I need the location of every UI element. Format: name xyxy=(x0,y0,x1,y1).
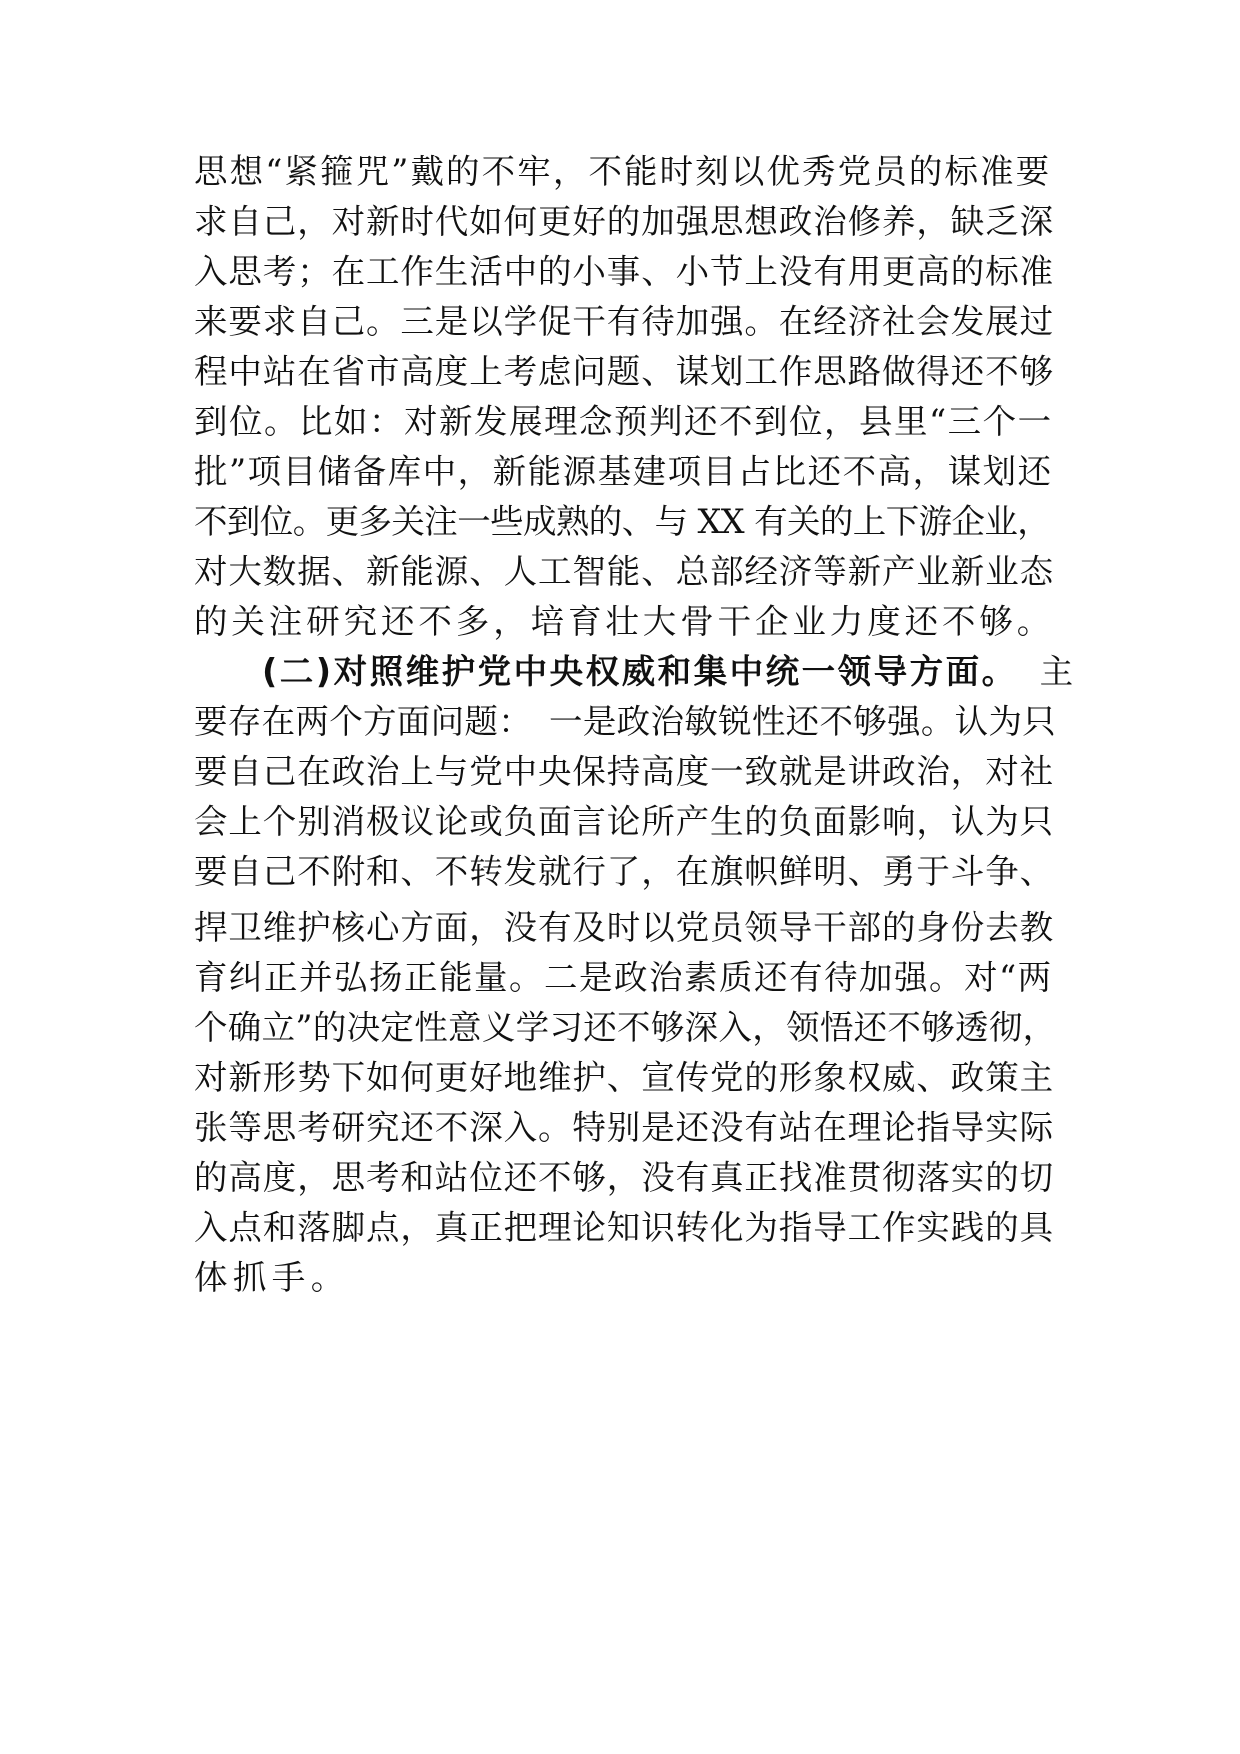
paragraph-line: 思想“紧箍咒”戴的不牢，不能时刻以优秀党员的标准要 xyxy=(194,152,1052,191)
paragraph-line: 张等思考研究还不深入。特别是还没有站在理论指导实际 xyxy=(194,1108,1054,1147)
paragraph-line: 不到位。更多关注一些成熟的、与 XX 有关的上下游企业， xyxy=(194,502,1051,541)
paragraph-line: 育纠正并弘扬正能量。二是政治素质还有待加强。对“两 xyxy=(194,958,1053,997)
paragraph-line: 来要求自己。三是以学促干有待加强。在经济社会发展过 xyxy=(194,302,1054,341)
paragraph-line: 批”项目储备库中，新能源基建项目占比还不高，谋划还 xyxy=(194,452,1053,491)
paragraph-line: 捍卫维护核心方面，没有及时以党员领导干部的身份去教 xyxy=(194,908,1054,947)
paragraph-line: 要存在两个方面问题： 一是政治敏锐性还不够强。认为只 xyxy=(194,702,1057,741)
paragraph-line: 的关注研究还不多，培育壮大骨干企业力度还不够。 xyxy=(194,602,1055,641)
paragraph-line: 求自己，对新时代如何更好的加强思想政治修养，缺乏深 xyxy=(194,202,1054,241)
paragraph-line: 会上个别消极议论或负面言论所产生的负面影响，认为只 xyxy=(194,802,1054,841)
paragraph-line: 要自己在政治上与党中央保持高度一致就是讲政治，对社 xyxy=(194,752,1054,791)
paragraph-line: 要自己不附和、不转发就行了，在旗帜鲜明、勇于斗争、 xyxy=(194,852,1054,891)
paragraph-line: 对大数据、新能源、人工智能、总部经济等新产业新业态 xyxy=(194,552,1054,591)
paragraph-line: 体抓手。 xyxy=(194,1258,350,1297)
paragraph-line: 程中站在省市高度上考虑问题、谋划工作思路做得还不够 xyxy=(194,352,1054,391)
paragraph-line: 的高度，思考和站位还不够，没有真正找准贯彻落实的切 xyxy=(194,1158,1054,1197)
section-heading: (二)对照维护党中央权威和集中统一领导方面。 xyxy=(262,652,1018,691)
paragraph-line: 个确立”的决定性意义学习还不够深入，领悟还不够透彻， xyxy=(194,1008,1057,1047)
heading-trailing-text: 主 xyxy=(1039,652,1079,691)
paragraph-line: 对新形势下如何更好地维护、宣传党的形象权威、政策主 xyxy=(194,1058,1054,1097)
paragraph-line: 入思考；在工作生活中的小事、小节上没有用更高的标准 xyxy=(194,252,1054,291)
paragraph-line: 入点和落脚点，真正把理论知识转化为指导工作实践的具 xyxy=(194,1208,1054,1247)
paragraph-line: 到位。比如：对新发展理念预判还不到位，县里“三个一 xyxy=(194,402,1053,441)
section-heading-line xyxy=(262,647,1079,697)
